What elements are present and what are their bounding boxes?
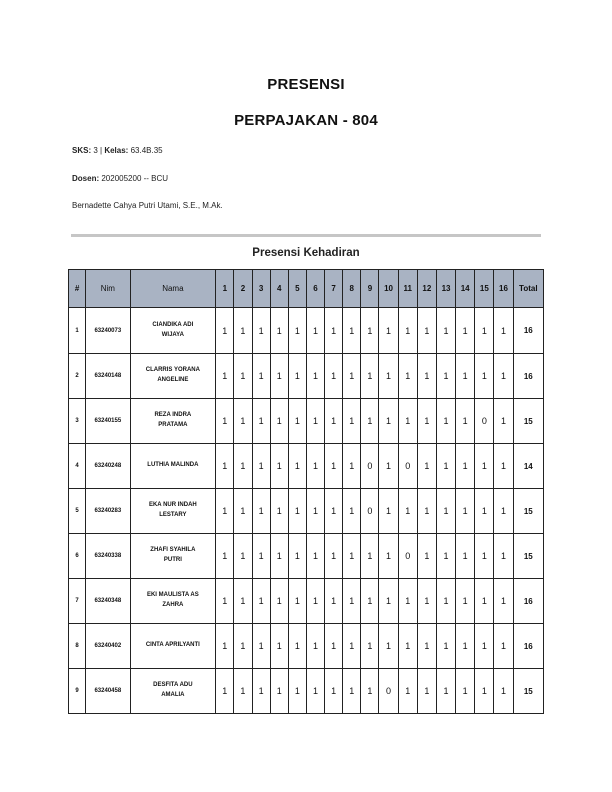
attendance-cell: 1 [436, 489, 455, 534]
attendance-cell: 1 [494, 534, 513, 579]
table-row [69, 489, 544, 534]
attendance-cell: 1 [494, 444, 513, 489]
kelas-label: Kelas: [104, 146, 129, 155]
attendance-cell: 1 [379, 624, 398, 669]
student-name-line: ANGELINE [157, 377, 189, 383]
student-nim: 63240458 [86, 669, 130, 714]
student-name [130, 669, 216, 714]
column-header: 6 [306, 270, 324, 308]
attendance-cell: 1 [252, 669, 270, 714]
column-header: 15 [475, 270, 494, 308]
attendance-cell: 1 [494, 399, 513, 444]
attendance-cell: 1 [475, 579, 494, 624]
attendance-cell: 1 [306, 579, 324, 624]
student-nim: 63240338 [86, 534, 130, 579]
attendance-cell: 1 [379, 308, 398, 354]
column-header: 2 [234, 270, 252, 308]
attendance-cell: 1 [288, 399, 306, 444]
attendance-cell: 1 [306, 624, 324, 669]
row-number: 8 [69, 624, 86, 669]
attendance-cell: 1 [216, 669, 234, 714]
student-name [130, 624, 216, 669]
row-number: 6 [69, 534, 86, 579]
attendance-cell: 1 [398, 624, 417, 669]
attendance-cell: 1 [325, 534, 343, 579]
attendance-cell: 1 [234, 399, 252, 444]
attendance-cell: 1 [379, 444, 398, 489]
student-name-line: PRATAMA [158, 422, 188, 428]
table-row [69, 579, 544, 624]
student-name-line: PUTRI [163, 557, 182, 563]
attendance-cell: 1 [494, 308, 513, 354]
attendance-cell: 1 [252, 534, 270, 579]
column-header: 10 [379, 270, 398, 308]
attendance-cell: 1 [494, 489, 513, 534]
attendance-cell: 1 [306, 354, 324, 399]
attendance-cell: 1 [417, 489, 436, 534]
dosen-value: 202005200 -- BCU [99, 174, 169, 183]
attendance-cell: 1 [325, 354, 343, 399]
attendance-cell: 1 [417, 669, 436, 714]
student-name [130, 444, 216, 489]
attendance-cell: 1 [325, 444, 343, 489]
attendance-cell: 1 [417, 624, 436, 669]
attendance-cell: 1 [494, 579, 513, 624]
student-name [130, 489, 216, 534]
attendance-cell: 1 [343, 579, 361, 624]
attendance-cell: 1 [456, 489, 475, 534]
attendance-cell: 1 [475, 444, 494, 489]
attendance-cell: 0 [361, 489, 379, 534]
attendance-cell: 1 [456, 399, 475, 444]
attendance-cell: 1 [216, 444, 234, 489]
attendance-cell: 1 [252, 489, 270, 534]
attendance-cell: 1 [270, 669, 288, 714]
attendance-cell: 1 [306, 444, 324, 489]
attendance-cell: 1 [456, 534, 475, 579]
attendance-cell: 1 [361, 624, 379, 669]
attendance-cell: 1 [270, 354, 288, 399]
attendance-cell: 1 [379, 534, 398, 579]
student-nim: 63240148 [86, 354, 130, 399]
column-header: Nim [86, 270, 130, 308]
attendance-cell: 1 [398, 579, 417, 624]
attendance-cell: 1 [216, 354, 234, 399]
attendance-cell: 1 [288, 444, 306, 489]
attendance-cell: 1 [398, 489, 417, 534]
attendance-cell: 1 [306, 308, 324, 354]
attendance-cell: 1 [270, 579, 288, 624]
attendance-total: 16 [513, 624, 543, 669]
attendance-cell: 1 [494, 354, 513, 399]
attendance-cell: 1 [343, 669, 361, 714]
attendance-total: 14 [513, 444, 543, 489]
column-header: 11 [398, 270, 417, 308]
student-name-line: LESTARY [159, 512, 187, 518]
course-title: PERPAJAKAN - 804 [234, 112, 378, 129]
attendance-cell: 1 [456, 579, 475, 624]
table-header-row [69, 270, 544, 308]
column-header: 5 [288, 270, 306, 308]
dosen-label: Dosen: [72, 174, 100, 183]
attendance-cell: 1 [234, 624, 252, 669]
kelas-value: 63.4B.35 [128, 146, 163, 155]
attendance-total: 15 [513, 534, 543, 579]
attendance-cell: 1 [216, 399, 234, 444]
student-nim: 63240283 [86, 489, 130, 534]
attendance-cell: 1 [398, 669, 417, 714]
attendance-cell: 1 [270, 399, 288, 444]
student-name-line: CLARRIS YORANA [145, 367, 200, 374]
attendance-cell: 1 [252, 579, 270, 624]
attendance-cell: 1 [216, 579, 234, 624]
attendance-cell: 1 [325, 579, 343, 624]
attendance-cell: 1 [216, 489, 234, 534]
student-nim: 63240155 [86, 399, 130, 444]
table-row [69, 444, 544, 489]
attendance-cell: 1 [361, 669, 379, 714]
lecturer-name: Bernadette Cahya Putri Utami, S.E., M.Ak. [72, 201, 223, 210]
attendance-cell: 1 [417, 399, 436, 444]
student-name [130, 354, 216, 399]
column-header: 1 [216, 270, 234, 308]
attendance-cell: 1 [343, 489, 361, 534]
attendance-cell: 0 [361, 444, 379, 489]
attendance-cell: 1 [288, 354, 306, 399]
attendance-cell: 0 [398, 444, 417, 489]
student-name-line: ZHAFI SYAHILA [150, 547, 196, 554]
attendance-cell: 1 [475, 624, 494, 669]
attendance-cell: 1 [325, 669, 343, 714]
attendance-cell: 1 [494, 669, 513, 714]
attendance-cell: 1 [343, 534, 361, 579]
row-number: 4 [69, 444, 86, 489]
attendance-cell: 1 [234, 489, 252, 534]
student-name-line: AMALIA [161, 692, 185, 698]
page-title: PRESENSI [267, 76, 345, 93]
attendance-cell: 1 [456, 444, 475, 489]
attendance-cell: 1 [270, 489, 288, 534]
attendance-cell: 1 [379, 579, 398, 624]
attendance-cell: 1 [398, 308, 417, 354]
attendance-cell: 1 [288, 669, 306, 714]
column-header: 4 [270, 270, 288, 308]
attendance-cell: 1 [270, 444, 288, 489]
attendance-cell: 1 [288, 579, 306, 624]
attendance-cell: 1 [216, 308, 234, 354]
attendance-cell: 1 [398, 354, 417, 399]
attendance-cell: 1 [234, 308, 252, 354]
row-number: 9 [69, 669, 86, 714]
attendance-cell: 1 [216, 534, 234, 579]
table-row [69, 399, 544, 444]
attendance-cell: 1 [436, 534, 455, 579]
table-row [69, 308, 544, 354]
attendance-cell: 0 [379, 669, 398, 714]
student-name [130, 308, 216, 354]
column-header: 7 [325, 270, 343, 308]
attendance-cell: 1 [216, 624, 234, 669]
attendance-cell: 1 [417, 354, 436, 399]
column-header: # [69, 270, 86, 308]
attendance-cell: 1 [361, 534, 379, 579]
column-header: 14 [456, 270, 475, 308]
attendance-cell: 1 [252, 624, 270, 669]
student-nim: 63240348 [86, 579, 130, 624]
student-name-line: DESFITA ADU [153, 682, 193, 689]
attendance-cell: 1 [417, 444, 436, 489]
attendance-cell: 1 [270, 308, 288, 354]
attendance-cell: 1 [475, 354, 494, 399]
student-name-line: EKA NUR INDAH [148, 502, 197, 509]
column-header: Nama [130, 270, 216, 308]
attendance-cell: 1 [325, 489, 343, 534]
attendance-cell: 1 [252, 308, 270, 354]
column-header: 16 [494, 270, 513, 308]
attendance-cell: 1 [417, 579, 436, 624]
attendance-cell: 1 [306, 399, 324, 444]
student-name-line: LUTHIA MALINDA [147, 462, 199, 469]
table-row [69, 624, 544, 669]
row-number: 3 [69, 399, 86, 444]
attendance-cell: 1 [436, 308, 455, 354]
attendance-cell: 1 [234, 444, 252, 489]
attendance-cell: 1 [306, 489, 324, 534]
column-header: 12 [417, 270, 436, 308]
attendance-cell: 1 [456, 354, 475, 399]
divider [71, 234, 541, 237]
attendance-cell: 1 [343, 624, 361, 669]
attendance-cell: 1 [234, 534, 252, 579]
attendance-cell: 1 [436, 669, 455, 714]
column-header: 13 [436, 270, 455, 308]
attendance-cell: 1 [456, 624, 475, 669]
row-number: 7 [69, 579, 86, 624]
attendance-cell: 1 [306, 534, 324, 579]
student-name-line: CINTA APRILYANTI [145, 642, 200, 649]
student-name-line: EKI MAULISTA AS [146, 592, 199, 599]
attendance-table [68, 269, 544, 714]
attendance-cell: 1 [475, 534, 494, 579]
table-row [69, 669, 544, 714]
attendance-cell: 1 [379, 399, 398, 444]
student-nim: 63240073 [86, 308, 130, 354]
sks-label: SKS: [72, 146, 92, 155]
student-name-line: WIJAYA [161, 331, 184, 338]
attendance-cell: 1 [270, 534, 288, 579]
attendance-total: 16 [513, 308, 543, 354]
course-info [72, 146, 163, 155]
attendance-total: 15 [513, 489, 543, 534]
row-number: 5 [69, 489, 86, 534]
row-number: 1 [69, 308, 86, 354]
attendance-cell: 0 [475, 399, 494, 444]
attendance-cell: 1 [436, 444, 455, 489]
column-header: 3 [252, 270, 270, 308]
sks-value: 3 | [91, 146, 105, 155]
attendance-cell: 1 [436, 354, 455, 399]
attendance-cell: 1 [325, 624, 343, 669]
attendance-cell: 1 [325, 399, 343, 444]
attendance-cell: 1 [343, 399, 361, 444]
attendance-cell: 1 [361, 308, 379, 354]
attendance-cell: 1 [361, 354, 379, 399]
table-row [69, 534, 544, 579]
attendance-total: 15 [513, 399, 543, 444]
attendance-cell: 1 [475, 308, 494, 354]
attendance-cell: 1 [456, 308, 475, 354]
attendance-cell: 1 [343, 444, 361, 489]
attendance-cell: 1 [456, 669, 475, 714]
attendance-cell: 1 [436, 399, 455, 444]
student-name [130, 534, 216, 579]
student-name-line: ZAHRA [162, 602, 184, 608]
student-name-line: CIANDIKA ADI [152, 321, 194, 328]
student-nim: 63240248 [86, 444, 130, 489]
attendance-cell: 1 [252, 354, 270, 399]
attendance-cell: 1 [270, 624, 288, 669]
attendance-cell: 1 [306, 669, 324, 714]
attendance-cell: 1 [475, 489, 494, 534]
attendance-cell: 1 [379, 489, 398, 534]
attendance-cell: 1 [494, 624, 513, 669]
student-name [130, 579, 216, 624]
student-name-line: REZA INDRA [154, 412, 192, 419]
attendance-cell: 1 [361, 579, 379, 624]
attendance-cell: 1 [361, 399, 379, 444]
attendance-cell: 1 [288, 308, 306, 354]
attendance-cell: 1 [234, 354, 252, 399]
attendance-cell: 1 [288, 534, 306, 579]
lecturer-code [72, 174, 168, 183]
attendance-cell: 1 [252, 444, 270, 489]
table-row [69, 354, 544, 399]
attendance-cell: 1 [325, 308, 343, 354]
attendance-cell: 1 [252, 399, 270, 444]
section-title: Presensi Kehadiran [252, 247, 360, 259]
attendance-cell: 1 [436, 624, 455, 669]
student-nim: 63240402 [86, 624, 130, 669]
attendance-cell: 1 [234, 579, 252, 624]
attendance-cell: 1 [343, 308, 361, 354]
attendance-total: 15 [513, 669, 543, 714]
attendance-cell: 1 [288, 489, 306, 534]
attendance-cell: 0 [398, 534, 417, 579]
column-header: 8 [343, 270, 361, 308]
attendance-cell: 1 [234, 669, 252, 714]
attendance-total: 16 [513, 354, 543, 399]
attendance-cell: 1 [288, 624, 306, 669]
attendance-cell: 1 [398, 399, 417, 444]
attendance-cell: 1 [417, 534, 436, 579]
student-name [130, 399, 216, 444]
attendance-cell: 1 [436, 579, 455, 624]
column-header: 9 [361, 270, 379, 308]
attendance-total: 16 [513, 579, 543, 624]
column-header: Total [513, 270, 543, 308]
attendance-cell: 1 [475, 669, 494, 714]
attendance-cell: 1 [417, 308, 436, 354]
attendance-cell: 1 [379, 354, 398, 399]
attendance-cell: 1 [343, 354, 361, 399]
row-number: 2 [69, 354, 86, 399]
